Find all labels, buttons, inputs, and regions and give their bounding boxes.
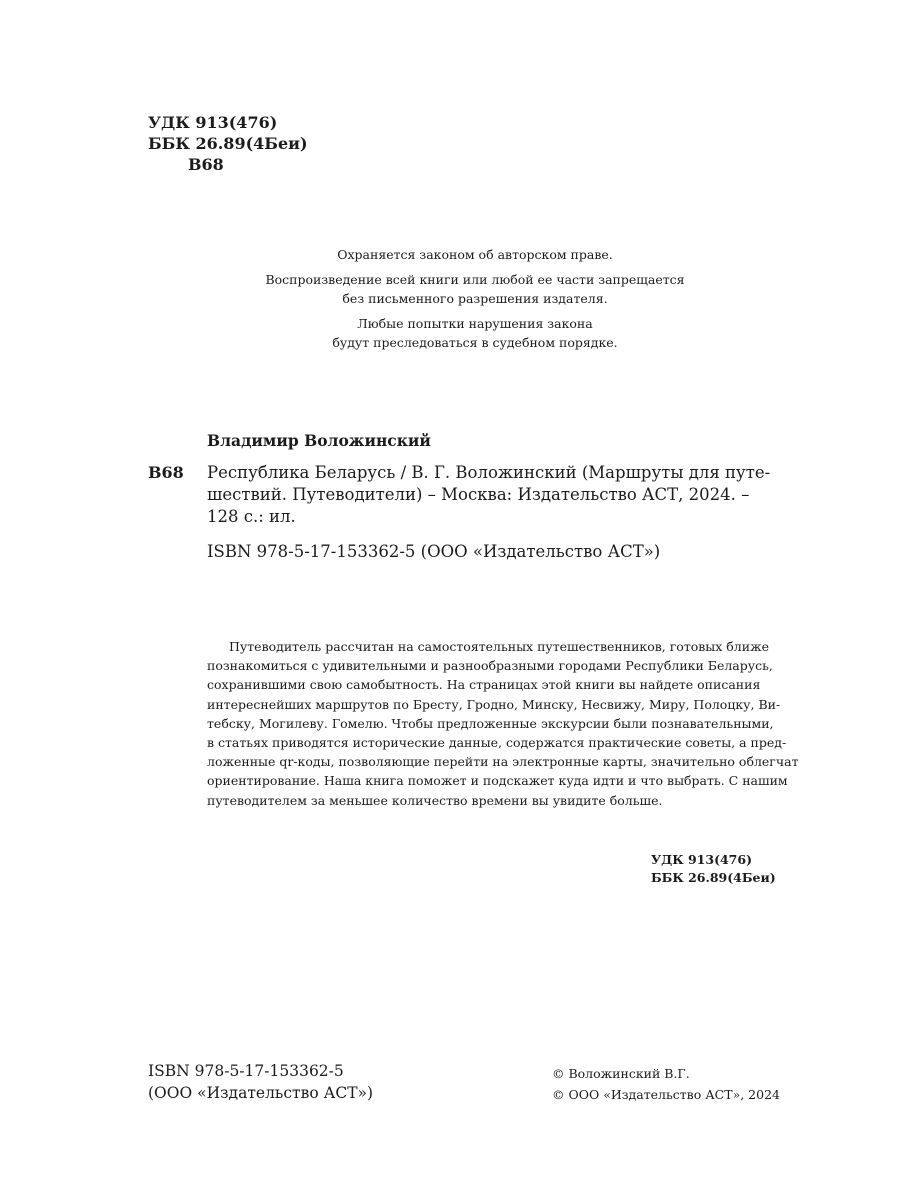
author-name: Владимир Воложинский <box>207 431 431 450</box>
isbn-record: ISBN 978-5-17-153362-5 (ООО «Издательство АСТ») <box>207 542 661 561</box>
author-sign: В68 <box>188 155 224 174</box>
bbk-code: ББК 26.89(4Беи) <box>148 134 308 153</box>
catalog-sign: В68 <box>148 463 184 482</box>
copyright-author: © Воложинский В.Г. <box>552 1066 690 1081</box>
abstract-line: ложенные qr-коды, позволяющие перейти на электронные карты, значительно облегчат <box>207 754 799 770</box>
description-line: шествий. Путеводители) – Москва: Издательство АСТ, 2024. – <box>207 485 750 504</box>
notice-line: Воспроизведение всей книги или любой ее части запрещается <box>265 272 685 287</box>
abstract-line: тебску, Могилеву. Гомелю. Чтобы предложенные экскурсии были познавательными, <box>207 715 774 731</box>
copyright-holders <box>552 1063 780 1105</box>
notice-line: будут преследоваться в судебном порядке. <box>332 335 618 350</box>
book-abstract <box>207 637 799 810</box>
bbk-code: ББК 26.89(4Беи) <box>651 870 776 885</box>
imprint-isbn <box>148 1060 373 1104</box>
copyright-publisher: © ООО «Издательство АСТ», 2024 <box>552 1087 780 1102</box>
copyright-notice <box>250 245 700 352</box>
classification-codes-bottom <box>651 851 776 887</box>
notice-line: без письменного разрешения издателя. <box>342 291 608 306</box>
udk-code: УДК 913(476) <box>651 852 752 867</box>
abstract-line: познакомиться с удивительными и разнообразными городами Республики Беларусь, <box>207 658 773 674</box>
abstract-line: в статьях приводятся исторические данные, содержатся практические советы, а пред- <box>207 735 787 751</box>
bibliographic-description <box>207 462 771 528</box>
notice-line: Любые попытки нарушения закона <box>357 316 593 331</box>
abstract-line: Путеводитель рассчитан на самостоятельных путешественников, готовых ближе <box>229 639 769 654</box>
udk-code: УДК 913(476) <box>148 113 278 132</box>
abstract-line: сохранившими свою самобытность. На страницах этой книги вы найдете описания <box>207 677 761 693</box>
classification-codes-top <box>148 112 308 175</box>
isbn-number: ISBN 978-5-17-153362-5 <box>148 1062 344 1080</box>
publisher-name: (ООО «Издательство АСТ») <box>148 1084 374 1102</box>
notice-line: Охраняется законом об авторском праве. <box>337 247 613 262</box>
description-line: 128 с.: ил. <box>207 507 296 526</box>
abstract-line: ориентирование. Наша книга поможет и подскажет куда идти и что выбрать. С нашим <box>207 773 788 789</box>
abstract-line: интереснейших маршрутов по Бресту, Гродно, Минску, Несвижу, Миру, Полоцку, Ви- <box>207 696 781 712</box>
abstract-line: путеводителем за меньшее количество времени вы увидите больше. <box>207 792 663 808</box>
description-line: Республика Беларусь / В. Г. Воложинский (Маршруты для путе- <box>207 463 771 482</box>
